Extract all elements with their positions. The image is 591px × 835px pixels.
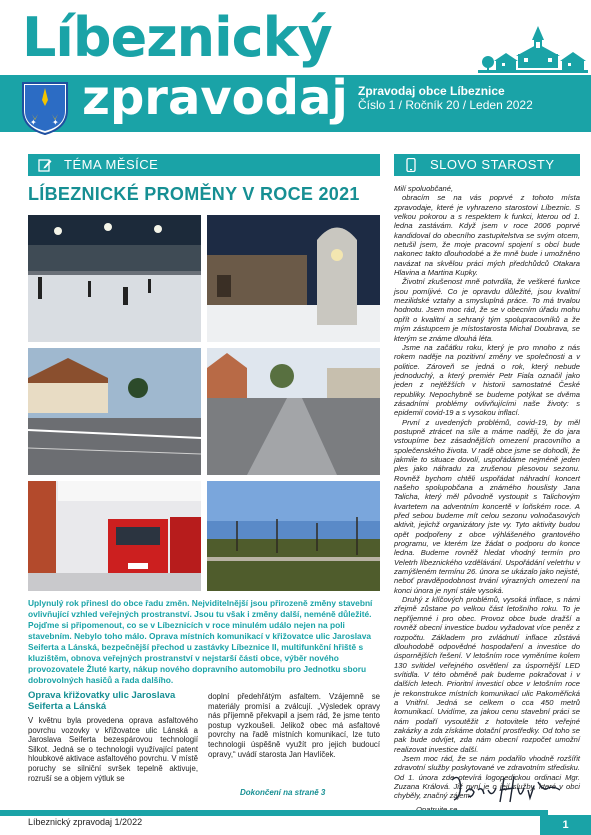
photo-street-crossing [28,348,201,475]
continued-link[interactable]: Dokončení na straně 3 [240,788,326,797]
article-lead: Uplynulý rok přinesl do obce řadu změn. Nejviditelnější jsou přirozeně změny stavební ovlivňující vzhled veřejných prostranství. Jsou tu však i změny další, neméně důležité. Pojďme si připomenout, co se v Líbeznicích v roce minulém událo nejen na poli stavebním. Nebylo toho málo. Oprava místních komunikací v křižovatce ulic Jaroslava Seiferta a Lánská, bezpečnější přechod u zastávky Líbeznice II, multifunkční hřiště s kluzištěm, obnova veřejných prostranství v nejstarší části obce, výběr nového provozovatele Žluté karty, nákup nového dopravního automobilu pro Jednotku sboru dobrovolných hasičů a řada dalšího. [28,598,373,685]
svg-text:✦: ✦ [52,118,59,127]
article-title: LÍBEZNICKÉ PROMĚNY V ROCE 2021 [28,184,360,204]
masthead [0,0,591,140]
svg-text:✦: ✦ [30,118,37,127]
article-body-column-2: doplní předehřátým asfaltem. Vzájemně se materiály promísí a zválcují. „Výsledek opravy nás příjemně překvapil a jsem rád, že jsme tento postup vyzkoušeli. Jelikož obec má asfaltové povrchy na řadě místních komunikací, lze tuto technologii úspěšně využít pro jejich budoucí opravy,“ uvádí starosta Jan Havlíček. [208,692,380,759]
letter-paragraph: obracím se na vás poprvé z tohoto místa zpravodaje, které je vyhrazeno starostovi Líbeznic. S velkou pokorou a s respektem k funkci, kterou od 1. ledna zastávám. Když jsem v roce 2006 poprvé kandidoval do obecního zastupitelstva se svým otcem, netušil jsem, že moje pracovní spojení s obcí bude nakonec takto dlouhodobé a že mně bude i umožněno navázat na skvělou práci mých předchůdců Otakara Hlavina a Martina Kupky. [394,193,580,278]
letter-paragraph: Druhý z klíčových problémů, vysoká inflace, s námi zřejmě zůstane po velkou část letošního roku. To je nepříjemné i pro obec. Provoz obce bude dražší a rovněž obecní investice budou vyžadovat více peněz z rozpočtu. Základem pro zvládnutí inflace zůstává dlouhodobě odpovědné hospodaření a investice do úspornějších řešení. V letošním roce vyměníme kolem 130 svítidel veřejného osvětlení za úspornější LED svítidla. V této obměně pak budeme pokračovat i v dalších letech. Prioritní investicí obce v letošním roce je rekonstrukce místních komunikací ulic Pakoměřická a Vnitřní. Jedná se celkem o cca 450 metrů komunikací. Uvidíme, za jakou cenu stavební práci se nám podaří vysoutěžit z hotovitele této veřejné zakázky a zda získáme dotační prostředky. Od toho se pak bude odvíjet, zda nám obecní rozpočet umožní realizovat investice další. [394,595,580,754]
letter-greeting: Milí spoluobčané, [394,184,454,193]
section-header-label: TÉMA MĚSÍCE [64,157,159,172]
edit-icon [38,158,52,172]
masthead-issue: Číslo 1 / Ročník 20 / Leden 2022 [358,98,533,112]
article-subhead: Oprava křižovatky ulic Jaroslava Seiferta a Lánská [28,690,176,712]
photo-fire-truck [28,481,201,591]
section-header-label: SLOVO STAROSTY [430,157,555,172]
phone-icon [404,158,418,172]
page-number: 1 [540,815,591,835]
article-body-column-1: V květnu byla provedena oprava asfaltového povrchu vozovky v křižovatce ulic Lánská a Jaroslava Seiferta bezespárovou technologií Silkot. Jedná se o technologii využívající patent hloubkové aktivace asfaltového povrchu. V místě poruchy se silniční svršek tepelně aktivuje, rozruší se a objem výtluk se [28,716,198,783]
masthead-title-line1: Líbeznický [22,6,332,69]
village-skyline-icon [478,26,588,80]
photo-ice-rink [28,215,201,342]
masthead-title-line2: zpravodaj [82,70,348,126]
coat-of-arms-icon [20,80,70,136]
photo-park-trees [207,481,380,591]
section-header-tema-mesice [28,154,380,176]
signature-image [448,772,568,806]
photo-road-repair [207,348,380,475]
masthead-subtitle-block [358,84,533,112]
footer-label: Líbeznický zpravodaj 1/2022 [28,817,143,827]
mayor-letter [394,184,580,814]
masthead-subtitle: Zpravodaj obce Líbeznice [358,84,505,98]
letter-paragraph: Jsem moc rád, že se nám podařilo vhodně rozšířit zdravotní služby poskytované ve zdravotním středisku. Od 1. února zde otevírá logopedickou ordinaci Mgr. Zuzana Králová. Již nyní je o její služby, které v obci chyběly, značný zájem. [394,753,580,801]
section-header-slovo-starosty [394,154,580,176]
page-footer [0,810,591,835]
photo-winter-shrine [207,215,380,342]
letter-paragraph: Životní zkušenost mně potvrdila, že veškeré funkce jsou pomíjivé. Co je opravdu důležité, jsou kvalitní mezilidské vztahy a smysluplná práce. To má trvalou hodnotu. Jsem moc rád, že se v obecním úřadu mohu opřít o kvalitní a sehraný tým spolupracovníků a že mým zástupcem je místostarosta Michal Doubrava, se kterým se známe dlouhá léta. [394,277,580,343]
letter-paragraph: První z uvedených problémů, covid-19, by měl postupně ztrácet na síle a máme naději, že do jara vstoupíme bez zásadnějších omezení pracovního a společenského života. V radě obce jsme se dohodli, že jakmile to situace dovolí, uspořádáme nejméně jeden ples jako náhradu za zrušenou plesovou sezonu. Rovněž bychom chtěli uspořádat náhradní koncert našeho spolupobčana a známého houslisty Jana Talicha, který měl původně vystoupit s Talichovým kvartetem na adventním koncertě v loňském roce. A před sebou budeme mít celou sezonu volnočasových aktivit, jejichž organizátory jste vy. Tyto aktivity budou opět podpořeny z obce výhlášeného grantového programu, ve kterém lze žádat o podporu do konce ledna. Budeme rovněž hledat vhodný termín pro Veletrh líbeznického vzdělávání. Uspořádání veletrhu v zamýšleném termínu 26. února se ukázalo jako nejisté, neboť pravděpodobnost trvání výrazných omezení na konci února je nyní stále vysoká. [394,417,580,595]
letter-paragraph: Jsme na začátku roku, který je pro mnoho z nás rokem naděje na pozitivní změny ve společnosti a v politice. Zároveň se jedná o rok, který nebude jednoduchý, a který premiér Petr Fiala označil jako jeden z nejtěžších v historii samostatné České republiky. Nepochybně se budeme potýkat se dvěma zásadními problémy ovlivňujícími naše životy: s epidemií covid-19 a s vysokou inflací. [394,342,580,418]
